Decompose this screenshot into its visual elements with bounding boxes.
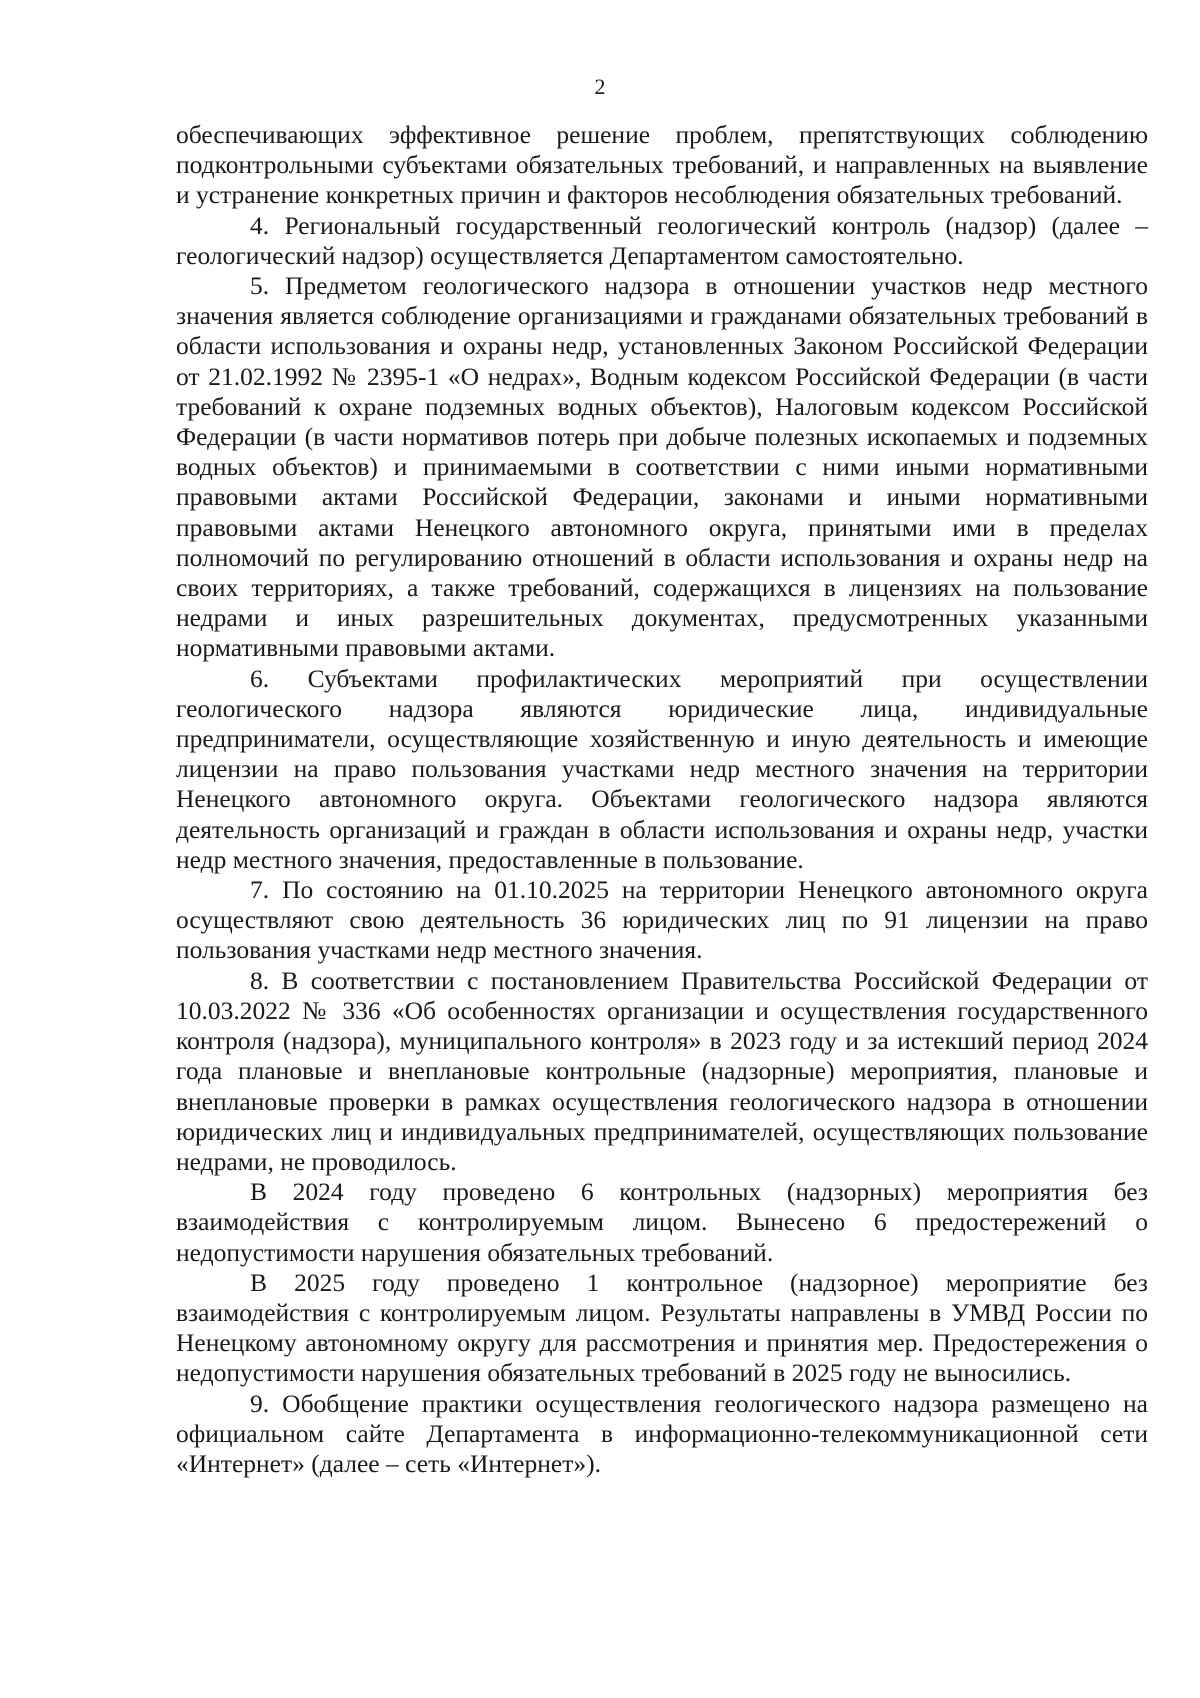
- paragraph-2024-summary: В 2024 году проведено 6 контрольных (надзорных) мероприятия без взаимодействия с контролируемым лицом. Вынесено 6 предостережений о недопустимости нарушения обязательных требований.: [176, 1177, 1148, 1267]
- document-body: [176, 120, 1148, 1479]
- page-number: 2: [594, 74, 606, 99]
- paragraph-item-4: 4. Региональный государственный геологический контроль (надзор) (далее – геологический надзор) осуществляется Департаментом самостоятельно.: [176, 210, 1148, 270]
- paragraph-item-8: 8. В соответствии с постановлением Правительства Российской Федерации от 10.03.2022 № 336 «Об особенностях организации и осуществления государственного контроля (надзора), муниципального контроля» в 2023 году и за истекший период 2024 года плановые и внеплановые контрольные (надзорные) мероприятия, плановые и внеплановые проверки в рамках осуществления геологического надзора в отношении юридических лиц и индивидуальных предпринимателей, осуществляющих пользование недрами, не проводилось.: [176, 965, 1148, 1176]
- paragraph-continuation: обеспечивающих эффективное решение проблем, препятствующих соблюдению подконтрольными субъектами обязательных требований, и направленных на выявление и устранение конкретных причин и факторов несоблюдения обязательных требований.: [176, 120, 1148, 210]
- paragraph-item-5: 5. Предметом геологического надзора в отношении участков недр местного значения является соблюдение организациями и гражданами обязательных требований в области использования и охраны недр, установленных Законом Российской Федерации от 21.02.1992 № 2395-1 «О недрах», Водным кодексом Российской Федерации (в части требований к охране подземных водных объектов), Налоговым кодексом Российской Федерации (в части нормативов потерь при добыче полезных ископаемых и подземных водных объектов) и принимаемыми в соответствии с ними иными нормативными правовыми актами Российской Федерации, законами и иными нормативными правовыми актами Ненецкого автономного округа, принятыми ими в пределах полномочий по регулированию отношений в области использования и охраны недр на своих территориях, а также требований, содержащихся в лицензиях на пользование недрами и иных разрешительных документах, предусмотренных указанными нормативными правовыми актами.: [176, 271, 1148, 663]
- paragraph-item-7: 7. По состоянию на 01.10.2025 на территории Ненецкого автономного округа осуществляют свою деятельность 36 юридических лиц по 91 лицензии на право пользования участками недр местного значения.: [176, 875, 1148, 965]
- paragraph-item-9: 9. Обобщение практики осуществления геологического надзора размещено на официальном сайте Департамента в информационно-телекоммуникационной сети «Интернет» (далее – сеть «Интернет»).: [176, 1388, 1148, 1478]
- paragraph-2025-summary: В 2025 году проведено 1 контрольное (надзорное) мероприятие без взаимодействия с контролируемым лицом. Результаты направлены в УМВД России по Ненецкому автономному округу для рассмотрения и принятия мер. Предостережения о недопустимости нарушения обязательных требований в 2025 году не выносились.: [176, 1267, 1148, 1388]
- paragraph-item-6: 6. Субъектами профилактических мероприятий при осуществлении геологического надзора являются юридические лица, индивидуальные предприниматели, осуществляющие хозяйственную и иную деятельность и имеющие лицензии на право пользования участками недр местного значения на территории Ненецкого автономного округа. Объектами геологического надзора являются деятельность организаций и граждан в области использования и охраны недр, участки недр местного значения, предоставленные в пользование.: [176, 663, 1148, 874]
